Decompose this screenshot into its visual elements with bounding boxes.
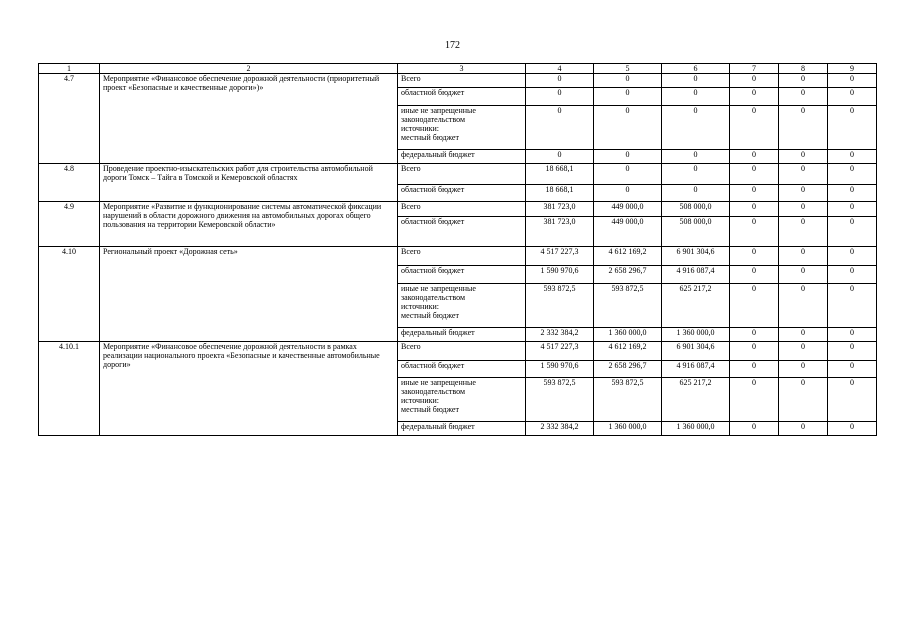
value-cell-col7: 0 xyxy=(730,266,779,284)
value-cell-col7: 0 xyxy=(730,217,779,247)
value-cell-col6: 4 916 087,4 xyxy=(662,266,730,284)
funding-source xyxy=(398,284,526,328)
funding-source-line: иные не запрещенные xyxy=(401,378,476,387)
value-cell-col8: 0 xyxy=(779,247,828,266)
value-cell-col9: 0 xyxy=(828,88,877,106)
value-cell-col7: 0 xyxy=(730,284,779,328)
value-cell-col8: 0 xyxy=(779,422,828,436)
value-cell-col8: 0 xyxy=(779,74,828,88)
header-row xyxy=(39,64,877,74)
page-number: 172 xyxy=(445,40,460,51)
value-cell-col5: 2 658 296,7 xyxy=(594,361,662,378)
value-cell-col6: 0 xyxy=(662,150,730,164)
funding-source: областной бюджет xyxy=(398,361,526,378)
value-cell-col8: 0 xyxy=(779,106,828,150)
funding-source: федеральный бюджет xyxy=(398,150,526,164)
value-cell-col7: 0 xyxy=(730,361,779,378)
value-cell-col8: 0 xyxy=(779,164,828,185)
value-cell-col6: 0 xyxy=(662,106,730,150)
header-cell: 9 xyxy=(828,64,877,74)
value-cell-col4: 2 332 384,2 xyxy=(526,422,594,436)
value-cell-col5: 1 360 000,0 xyxy=(594,422,662,436)
value-cell-col8: 0 xyxy=(779,202,828,217)
funding-source xyxy=(398,106,526,150)
header-cell: 2 xyxy=(100,64,398,74)
funding-source-line: иные не запрещенные xyxy=(401,284,476,293)
value-cell-col9: 0 xyxy=(828,74,877,88)
value-cell-col4: 4 517 227,3 xyxy=(526,247,594,266)
header-cell: 6 xyxy=(662,64,730,74)
header-cell: 4 xyxy=(526,64,594,74)
value-cell-col9: 0 xyxy=(828,106,877,150)
value-cell-col9: 0 xyxy=(828,150,877,164)
value-cell-col4: 593 872,5 xyxy=(526,284,594,328)
value-cell-col9: 0 xyxy=(828,342,877,361)
value-cell-col5: 0 xyxy=(594,185,662,202)
header-cell: 5 xyxy=(594,64,662,74)
value-cell-col9: 0 xyxy=(828,284,877,328)
value-cell-col7: 0 xyxy=(730,106,779,150)
value-cell-col5: 593 872,5 xyxy=(594,378,662,422)
budget-table xyxy=(38,63,877,436)
value-cell-col4: 18 668,1 xyxy=(526,164,594,185)
funding-source: областной бюджет xyxy=(398,185,526,202)
item-code: 4.7 xyxy=(39,74,100,164)
value-cell-col7: 0 xyxy=(730,164,779,185)
value-cell-col4: 1 590 970,6 xyxy=(526,266,594,284)
value-cell-col4: 381 723,0 xyxy=(526,217,594,247)
funding-source: областной бюджет xyxy=(398,217,526,247)
value-cell-col5: 2 658 296,7 xyxy=(594,266,662,284)
value-cell-col6: 0 xyxy=(662,185,730,202)
header-cell: 7 xyxy=(730,64,779,74)
header-cell: 1 xyxy=(39,64,100,74)
funding-source-line: законодательством xyxy=(401,293,466,302)
funding-source: Всего xyxy=(398,74,526,88)
value-cell-col6: 0 xyxy=(662,164,730,185)
funding-source: Всего xyxy=(398,202,526,217)
value-cell-col7: 0 xyxy=(730,378,779,422)
value-cell-col5: 449 000,0 xyxy=(594,217,662,247)
value-cell-col5: 0 xyxy=(594,164,662,185)
header-cell: 8 xyxy=(779,64,828,74)
value-cell-col9: 0 xyxy=(828,328,877,342)
value-cell-col8: 0 xyxy=(779,266,828,284)
funding-source-line: местный бюджет xyxy=(401,133,459,142)
value-cell-col5: 0 xyxy=(594,88,662,106)
value-cell-col7: 0 xyxy=(730,185,779,202)
item-code: 4.10 xyxy=(39,247,100,342)
value-cell-col5: 4 612 169,2 xyxy=(594,342,662,361)
value-cell-col6: 1 360 000,0 xyxy=(662,328,730,342)
value-cell-col8: 0 xyxy=(779,361,828,378)
value-cell-col4: 0 xyxy=(526,150,594,164)
value-cell-col7: 0 xyxy=(730,150,779,164)
value-cell-col9: 0 xyxy=(828,202,877,217)
value-cell-col7: 0 xyxy=(730,342,779,361)
value-cell-col9: 0 xyxy=(828,164,877,185)
value-cell-col6: 0 xyxy=(662,88,730,106)
item-name: Мероприятие «Финансовое обеспечение дорожной деятельности в рамках реализации национального проекта «Безопасные и качественные автомобильные дороги» xyxy=(100,342,398,436)
value-cell-col7: 0 xyxy=(730,328,779,342)
value-cell-col7: 0 xyxy=(730,202,779,217)
value-cell-col6: 625 217,2 xyxy=(662,284,730,328)
funding-source: Всего xyxy=(398,164,526,185)
value-cell-col6: 508 000,0 xyxy=(662,217,730,247)
value-cell-col5: 449 000,0 xyxy=(594,202,662,217)
value-cell-col9: 0 xyxy=(828,217,877,247)
table-row xyxy=(39,164,877,185)
value-cell-col4: 0 xyxy=(526,106,594,150)
value-cell-col9: 0 xyxy=(828,361,877,378)
value-cell-col4: 2 332 384,2 xyxy=(526,328,594,342)
funding-source-line: источники: xyxy=(401,396,439,405)
funding-source: федеральный бюджет xyxy=(398,328,526,342)
funding-source-line: законодательством xyxy=(401,387,466,396)
item-name: Региональный проект «Дорожная сеть» xyxy=(100,247,398,342)
value-cell-col4: 4 517 227,3 xyxy=(526,342,594,361)
funding-source xyxy=(398,378,526,422)
table-row xyxy=(39,74,877,88)
value-cell-col5: 0 xyxy=(594,150,662,164)
funding-source: федеральный бюджет xyxy=(398,422,526,436)
value-cell-col8: 0 xyxy=(779,328,828,342)
value-cell-col4: 18 668,1 xyxy=(526,185,594,202)
funding-source: Всего xyxy=(398,342,526,361)
value-cell-col6: 0 xyxy=(662,74,730,88)
value-cell-col5: 593 872,5 xyxy=(594,284,662,328)
funding-source: областной бюджет xyxy=(398,266,526,284)
table-row xyxy=(39,247,877,266)
value-cell-col6: 1 360 000,0 xyxy=(662,422,730,436)
value-cell-col8: 0 xyxy=(779,185,828,202)
table-row xyxy=(39,342,877,361)
value-cell-col7: 0 xyxy=(730,74,779,88)
value-cell-col4: 1 590 970,6 xyxy=(526,361,594,378)
value-cell-col4: 0 xyxy=(526,88,594,106)
value-cell-col4: 0 xyxy=(526,74,594,88)
value-cell-col8: 0 xyxy=(779,342,828,361)
value-cell-col9: 0 xyxy=(828,185,877,202)
item-name: Мероприятие «Развитие и функционирование системы автоматической фиксации нарушений в области дорожного движения на автомобильных дорогах общего пользования на территории Кемеровской области» xyxy=(100,202,398,247)
value-cell-col6: 6 901 304,6 xyxy=(662,342,730,361)
item-name: Проведение проектно-изыскательских работ для строительства автомобильной дороги Томск – Тайга в Томской и Кемеровской областях xyxy=(100,164,398,202)
value-cell-col4: 593 872,5 xyxy=(526,378,594,422)
funding-source-line: законодательством xyxy=(401,115,466,124)
value-cell-col6: 4 916 087,4 xyxy=(662,361,730,378)
value-cell-col9: 0 xyxy=(828,378,877,422)
table-row xyxy=(39,202,877,217)
funding-source-line: иные не запрещенные xyxy=(401,106,476,115)
value-cell-col8: 0 xyxy=(779,150,828,164)
value-cell-col8: 0 xyxy=(779,217,828,247)
value-cell-col9: 0 xyxy=(828,422,877,436)
funding-source-line: местный бюджет xyxy=(401,311,459,320)
value-cell-col6: 6 901 304,6 xyxy=(662,247,730,266)
funding-source-line: источники: xyxy=(401,124,439,133)
item-code: 4.10.1 xyxy=(39,342,100,436)
funding-source: Всего xyxy=(398,247,526,266)
value-cell-col8: 0 xyxy=(779,88,828,106)
item-code: 4.9 xyxy=(39,202,100,247)
funding-source: областной бюджет xyxy=(398,88,526,106)
funding-source-line: местный бюджет xyxy=(401,405,459,414)
value-cell-col8: 0 xyxy=(779,284,828,328)
value-cell-col7: 0 xyxy=(730,88,779,106)
item-code: 4.8 xyxy=(39,164,100,202)
value-cell-col7: 0 xyxy=(730,422,779,436)
value-cell-col5: 0 xyxy=(594,106,662,150)
value-cell-col6: 508 000,0 xyxy=(662,202,730,217)
value-cell-col9: 0 xyxy=(828,266,877,284)
value-cell-col4: 381 723,0 xyxy=(526,202,594,217)
funding-source-line: источники: xyxy=(401,302,439,311)
value-cell-col6: 625 217,2 xyxy=(662,378,730,422)
value-cell-col5: 4 612 169,2 xyxy=(594,247,662,266)
value-cell-col5: 0 xyxy=(594,74,662,88)
value-cell-col5: 1 360 000,0 xyxy=(594,328,662,342)
value-cell-col7: 0 xyxy=(730,247,779,266)
item-name: Мероприятие «Финансовое обеспечение дорожной деятельности (приоритетный проект «Безопасные и качественные дороги»)» xyxy=(100,74,398,164)
value-cell-col8: 0 xyxy=(779,378,828,422)
header-cell: 3 xyxy=(398,64,526,74)
value-cell-col9: 0 xyxy=(828,247,877,266)
